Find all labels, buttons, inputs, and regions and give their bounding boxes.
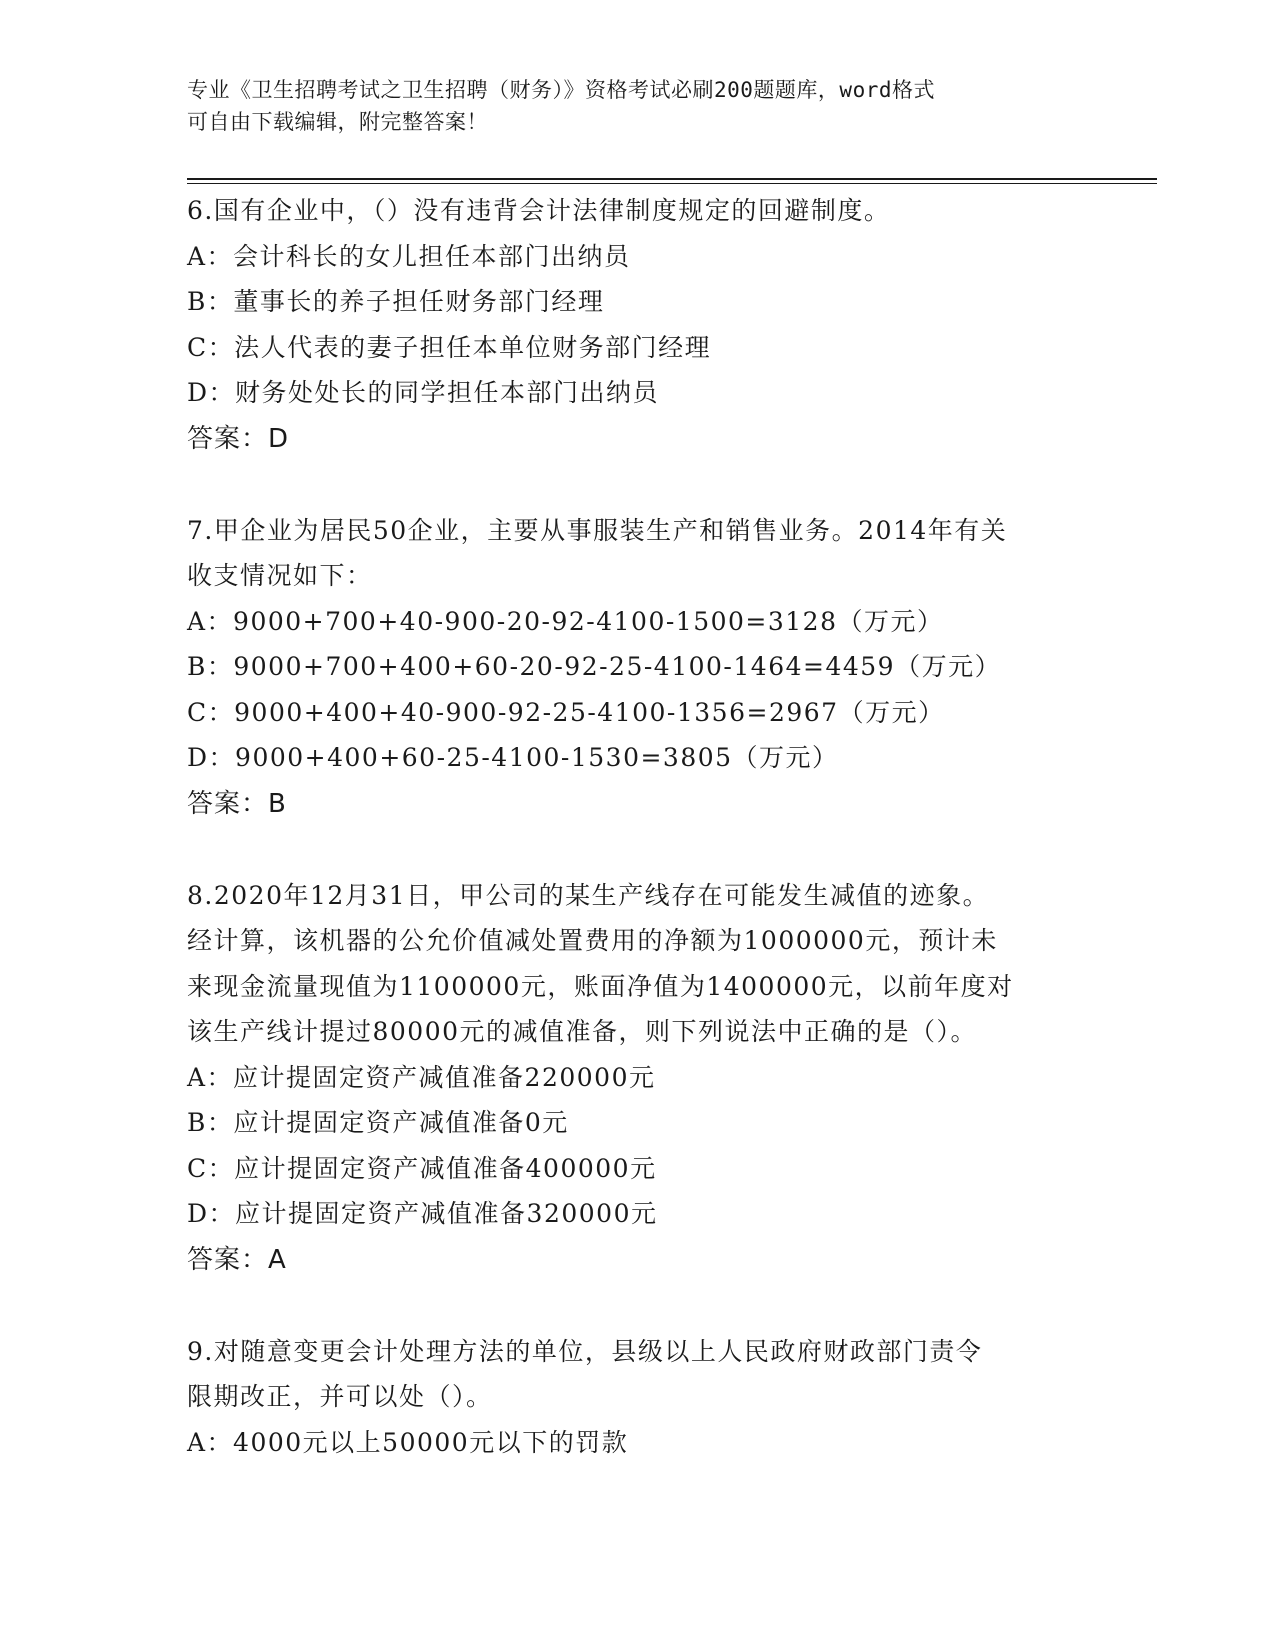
question-7: [187, 508, 1127, 827]
question-stem: 限期改正，并可以处（）。: [187, 1382, 493, 1411]
question-stem: 8.2020年12月31日，甲公司的某生产线存在可能发生减值的迹象。: [187, 880, 990, 910]
question-stem: 6.国有企业中，（）没有违背会计法律制度规定的回避制度。: [187, 196, 891, 225]
question-6: [187, 188, 1127, 462]
question-stem: 经计算，该机器的公允价值减处置费用的净额为1000000元，预计未: [187, 926, 998, 955]
question-8: [187, 873, 1127, 1283]
answer-label: 答案：D: [187, 423, 290, 454]
header-divider-thin: [187, 183, 1157, 184]
header-line-2: 可自由下载编辑，附完整答案！: [187, 110, 488, 134]
option-b: B：董事长的养子担任财务部门经理: [187, 287, 605, 316]
option-b: B：9000+700+400+60-20-92-25-4100-1464=4459（万元）: [187, 652, 1002, 681]
question-list: [187, 188, 1127, 1511]
header-line-1: 专业《卫生招聘考试之卫生招聘（财务）》资格考试必刷200题题库，word格式: [187, 78, 935, 102]
option-a: A：会计科长的女儿担任本部门出纳员: [187, 241, 631, 271]
answer-label: 答案：B: [187, 788, 287, 819]
option-a: A：4000元以上50000元以下的罚款: [187, 1427, 629, 1457]
option-a: A：应计提固定资产减值准备220000元: [187, 1062, 656, 1092]
document-header: [187, 74, 1087, 138]
question-stem: 该生产线计提过80000元的减值准备，则下列说法中正确的是（）。: [187, 1017, 978, 1046]
question-9: [187, 1329, 1127, 1466]
question-stem: 7.甲企业为居民50企业，主要从事服装生产和销售业务。2014年有关: [187, 515, 1008, 545]
answer-label: 答案：A: [187, 1244, 287, 1275]
option-a: A：9000+700+40-900-20-92-4100-1500=3128（万元）: [187, 606, 944, 636]
option-c: C：法人代表的妻子担任本单位财务部门经理: [187, 332, 712, 362]
question-stem: 收支情况如下：: [187, 561, 373, 590]
question-stem: 9.对随意变更会计处理方法的单位，县级以上人民政府财政部门责令: [187, 1336, 983, 1366]
option-d: D：9000+400+60-25-4100-1530=3805（万元）: [187, 743, 839, 772]
header-divider-thick: [187, 178, 1157, 180]
option-b: B：应计提固定资产减值准备0元: [187, 1108, 569, 1137]
question-stem: 来现金流量现值为1100000元，账面净值为1400000元，以前年度对: [187, 971, 1014, 1001]
option-c: C：9000+400+40-900-92-25-4100-1356=2967（万元）: [187, 697, 945, 727]
option-c: C：应计提固定资产减值准备400000元: [187, 1153, 657, 1183]
option-d: D：财务处处长的同学担任本部门出纳员: [187, 378, 660, 407]
option-d: D：应计提固定资产减值准备320000元: [187, 1199, 658, 1228]
